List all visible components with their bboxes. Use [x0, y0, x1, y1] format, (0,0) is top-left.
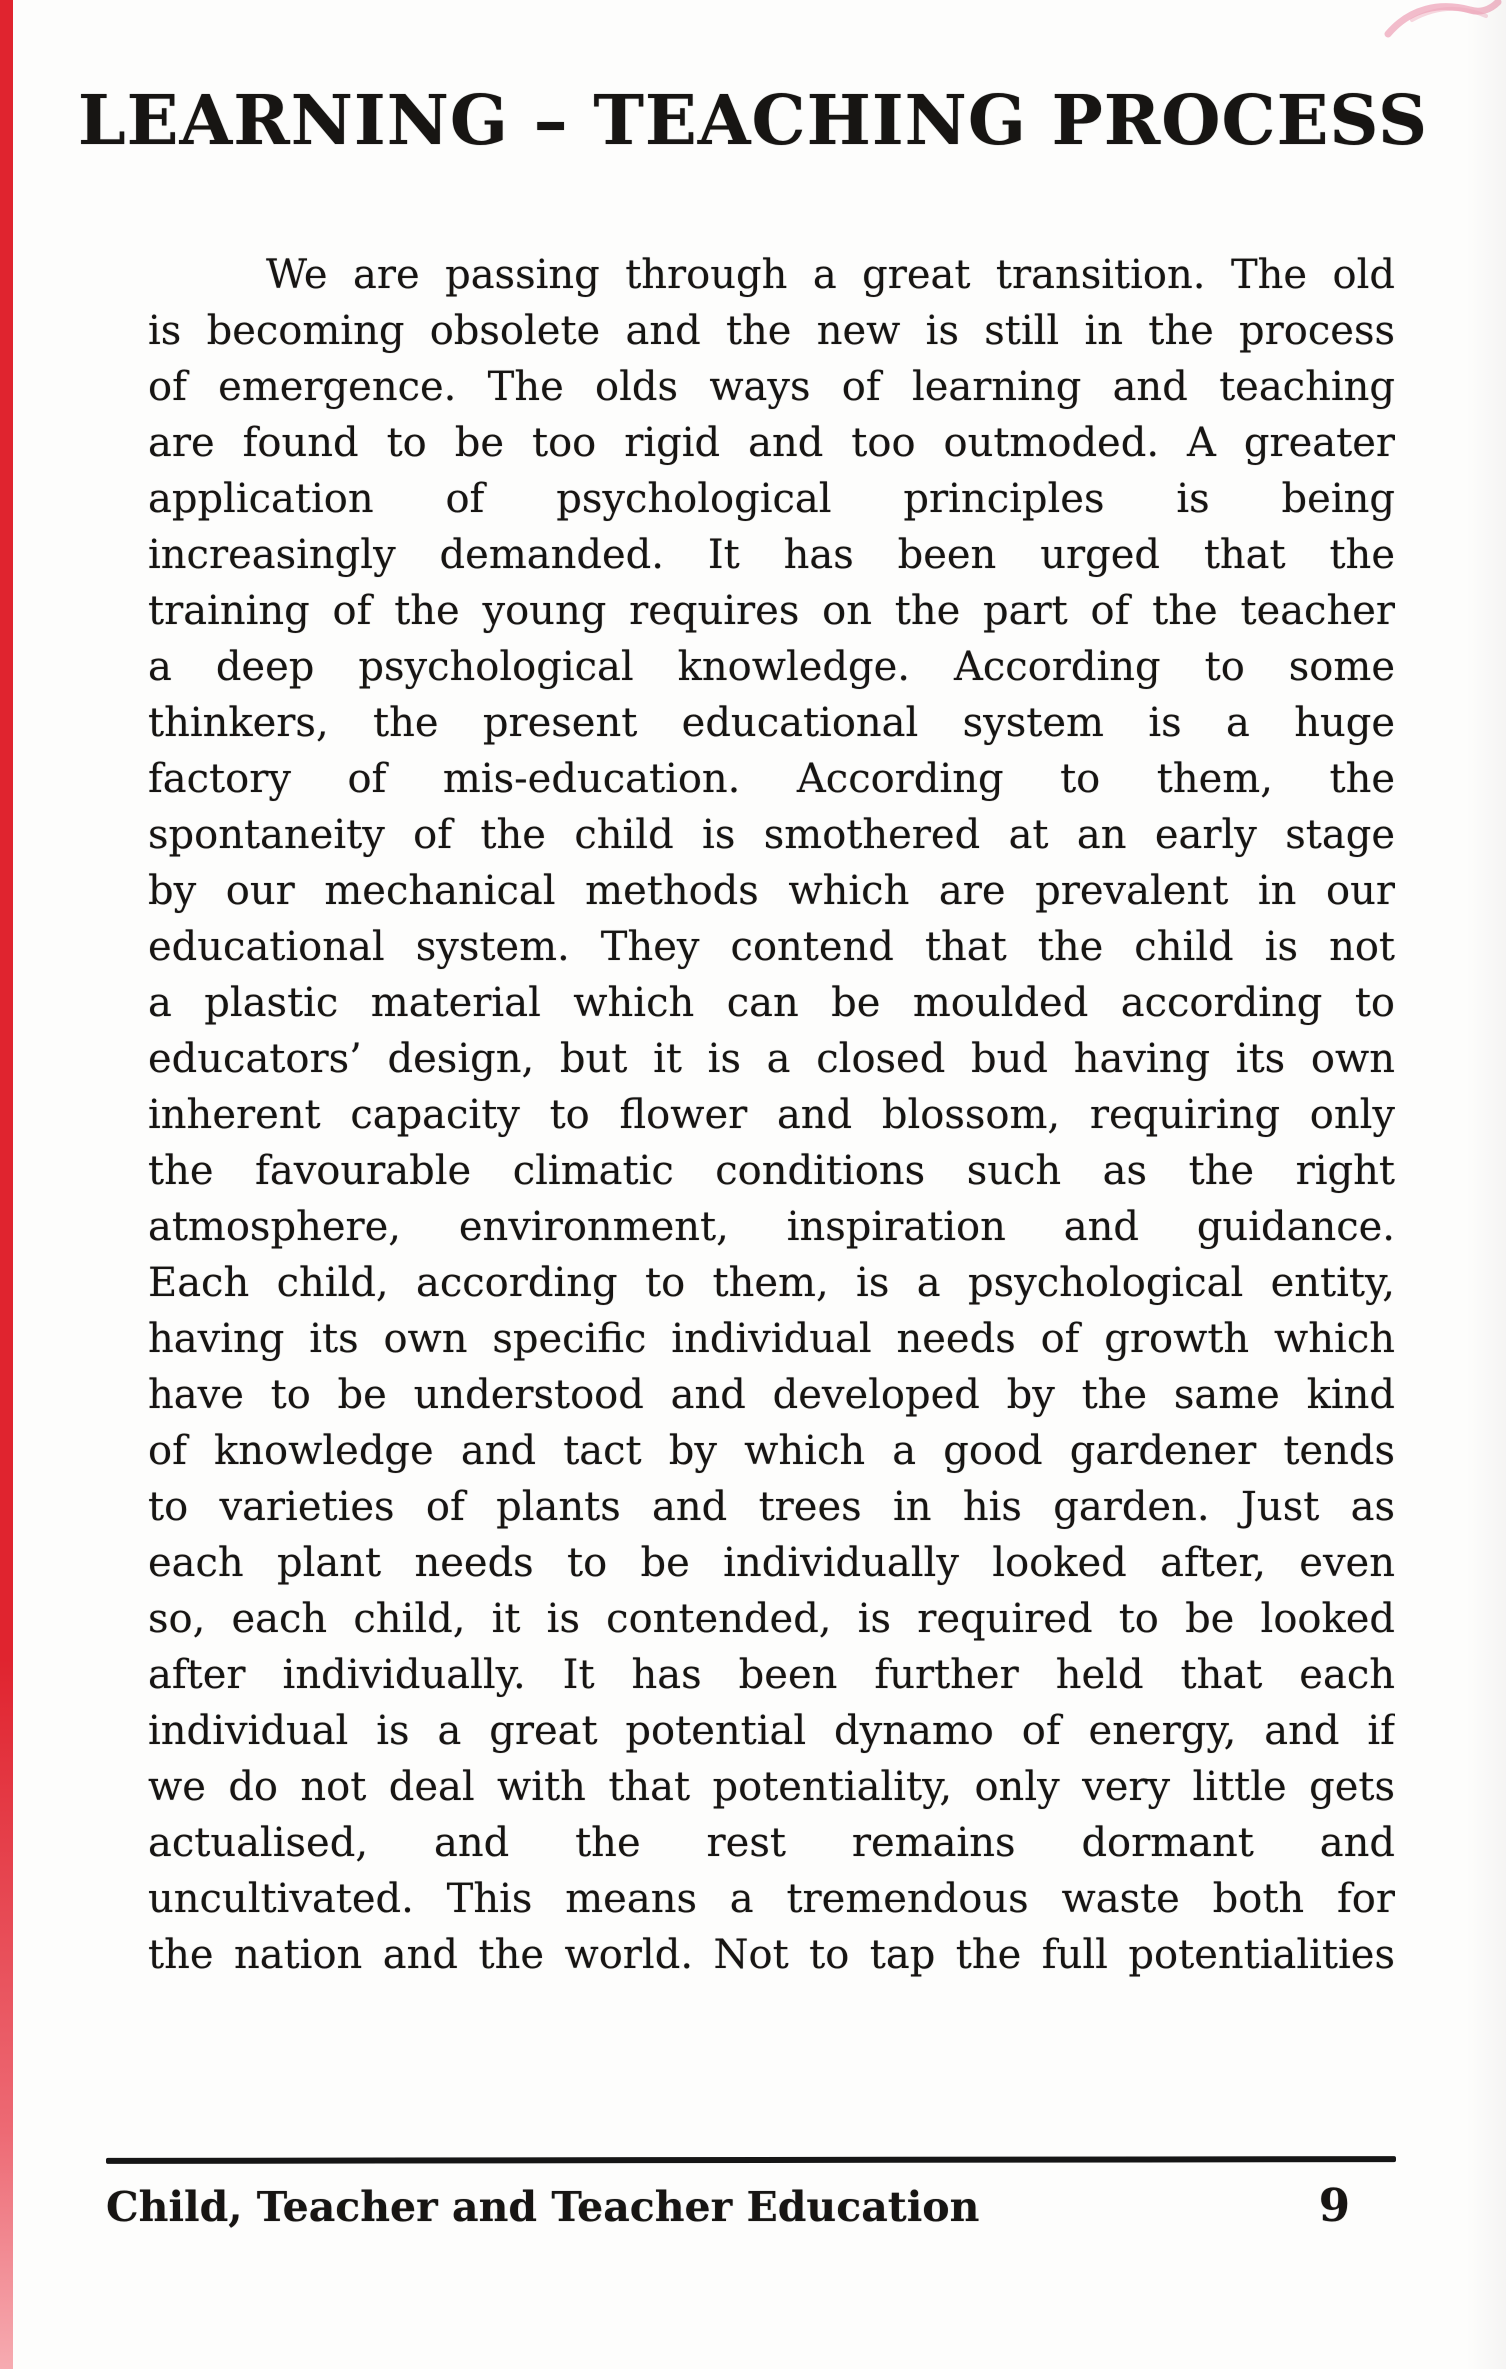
text-line: educators’ design, but it is a closed bud having its own — [148, 1036, 1395, 1082]
text-line: training of the young requires on the part of the teacher — [148, 588, 1395, 634]
text-line: of knowledge and tact by which a good gardener tends — [148, 1428, 1395, 1474]
running-footer — [106, 2180, 1396, 2233]
text-line: a plastic material which can be moulded according to — [148, 980, 1395, 1026]
text-line: each plant needs to be individually looked after, even — [148, 1540, 1395, 1586]
text-line: to varieties of plants and trees in his garden. Just as — [148, 1484, 1395, 1530]
text-line: after individually. It has been further held that each — [148, 1652, 1395, 1698]
text-line: the favourable climatic conditions such as the right — [148, 1148, 1395, 1194]
footer-divider-rule — [106, 2156, 1396, 2164]
pink-pen-mark-icon — [1382, 0, 1502, 46]
text-line: of emergence. The olds ways of learning and teaching — [148, 364, 1395, 410]
text-line: inherent capacity to flower and blossom, requiring only — [148, 1092, 1395, 1138]
text-line: actualised, and the rest remains dormant and — [148, 1820, 1395, 1866]
footer-page-number: 9 — [1318, 2179, 1350, 2232]
red-book-edge-stripe — [0, 0, 13, 2369]
text-line: thinkers, the present educational system is a huge — [148, 700, 1395, 746]
text-line: we do not deal with that potentiality, only very little gets — [148, 1764, 1395, 1810]
text-line: is becoming obsolete and the new is still in the process — [148, 308, 1395, 354]
text-line: by our mechanical methods which are prevalent in our — [148, 868, 1395, 914]
text-line: are found to be too rigid and too outmoded. A greater — [148, 420, 1395, 466]
page-title: LEARNING – TEACHING PROCESS — [77, 81, 1429, 161]
footer-book-title: Child, Teacher and Teacher Education — [106, 2183, 980, 2231]
text-line: application of psychological principles is being — [148, 476, 1395, 522]
text-line: the nation and the world. Not to tap the full potentialities — [148, 1932, 1395, 1978]
text-line: uncultivated. This means a tremendous waste both for — [148, 1876, 1395, 1922]
text-line: individual is a great potential dynamo of energy, and if — [148, 1708, 1395, 1754]
text-line: have to be understood and developed by the same kind — [148, 1372, 1395, 1418]
text-line: factory of mis-education. According to them, the — [148, 756, 1395, 802]
text-line: a deep psychological knowledge. According to some — [148, 644, 1395, 690]
text-line: educational system. They contend that the child is not — [148, 924, 1395, 970]
scan-shadow — [1466, 0, 1506, 2369]
body-paragraph — [148, 247, 1395, 1983]
text-line: atmosphere, environment, inspiration and guidance. — [148, 1204, 1395, 1250]
text-line: spontaneity of the child is smothered at an early stage — [148, 812, 1395, 858]
text-line: increasingly demanded. It has been urged that the — [148, 532, 1395, 578]
text-line: We are passing through a great transition. The old — [266, 252, 1395, 298]
text-line: Each child, according to them, is a psychological entity, — [148, 1260, 1395, 1306]
text-line: so, each child, it is contended, is required to be looked — [148, 1596, 1395, 1642]
text-line: having its own specific individual needs of growth which — [148, 1316, 1395, 1362]
